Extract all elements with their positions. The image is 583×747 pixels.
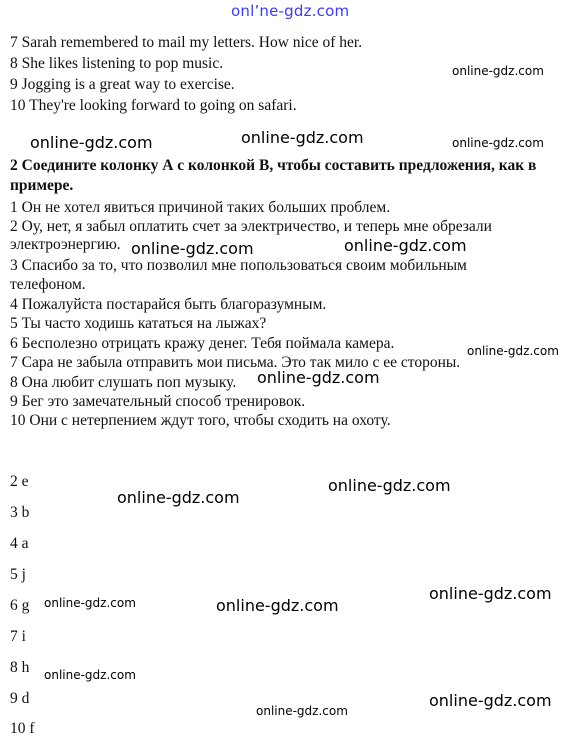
watermark: online-gdz.com: [344, 236, 467, 255]
answer-7: 7 i: [10, 628, 26, 645]
watermark: online-gdz.com: [257, 368, 380, 387]
watermark: online-gdz.com: [467, 344, 559, 358]
answer-4: 4 a: [10, 535, 29, 552]
russian-line-2: 2 Оу, нет, я забыл оплатить счет за электричество, и теперь мне обрезали: [10, 218, 492, 235]
watermark: online-gdz.com: [216, 596, 339, 615]
english-line-7: 7 Sarah remembered to mail my letters. How nice of her.: [10, 34, 363, 51]
watermark: online-gdz.com: [44, 668, 136, 682]
answer-3: 3 b: [10, 504, 30, 521]
russian-line-6: 6 Бесполезно отрицать кражу денег. Тебя поймала камера.: [10, 335, 395, 352]
russian-line-2-cont: электроэнергию.: [10, 236, 121, 253]
russian-line-7: 7 Сара не забыла отправить мои письма. Это так мило с ее стороны.: [10, 354, 461, 371]
answer-9: 9 d: [10, 690, 30, 707]
watermark: online-gdz.com: [131, 239, 254, 258]
watermark: online-gdz.com: [328, 476, 451, 495]
answer-6: 6 g: [10, 597, 30, 614]
watermark: online-gdz.com: [452, 64, 544, 78]
watermark: online-gdz.com: [429, 584, 552, 603]
watermark: online-gdz.com: [452, 136, 544, 150]
russian-line-3-cont: телефоном.: [10, 276, 86, 293]
russian-line-8: 8 Она любит слушать поп музыку.: [10, 374, 237, 391]
exercise-heading: 2 Соедините колонку А с колонкой В, чтобы составить предложения, как в примере.: [10, 157, 537, 194]
watermark: online-gdz.com: [30, 133, 153, 152]
russian-line-4: 4 Пожалуйста постарайся быть благоразумным.: [10, 296, 327, 313]
english-line-10: 10 They're looking forward to going on safari.: [10, 97, 297, 114]
russian-line-5: 5 Ты часто ходишь кататься на лыжах?: [10, 315, 267, 332]
russian-line-1: 1 Он не хотел явиться причиной таких больших проблем.: [10, 199, 391, 216]
english-line-9: 9 Jogging is a great way to exercise.: [10, 76, 235, 93]
watermark: online-gdz.com: [44, 596, 136, 610]
watermark: online-gdz.com: [117, 488, 240, 507]
answer-8: 8 h: [10, 659, 30, 676]
watermark: online-gdz.com: [429, 691, 552, 710]
russian-line-3: 3 Спасибо за то, что позволил мне попользоваться своим мобильным: [10, 257, 467, 274]
watermark: online-gdz.com: [256, 704, 348, 718]
watermark-top: onl’ne-gdz.com: [231, 2, 350, 20]
russian-line-10: 10 Они с нетерпением ждут того, чтобы сходить на охоту.: [10, 412, 391, 429]
russian-line-9: 9 Бег это замечательный способ тренировок.: [10, 393, 306, 410]
watermark: online-gdz.com: [241, 128, 364, 147]
answer-10: 10 f: [10, 720, 35, 737]
english-line-8: 8 She likes listening to pop music.: [10, 55, 224, 72]
answer-5: 5 j: [10, 566, 26, 583]
answer-2: 2 e: [10, 473, 29, 490]
